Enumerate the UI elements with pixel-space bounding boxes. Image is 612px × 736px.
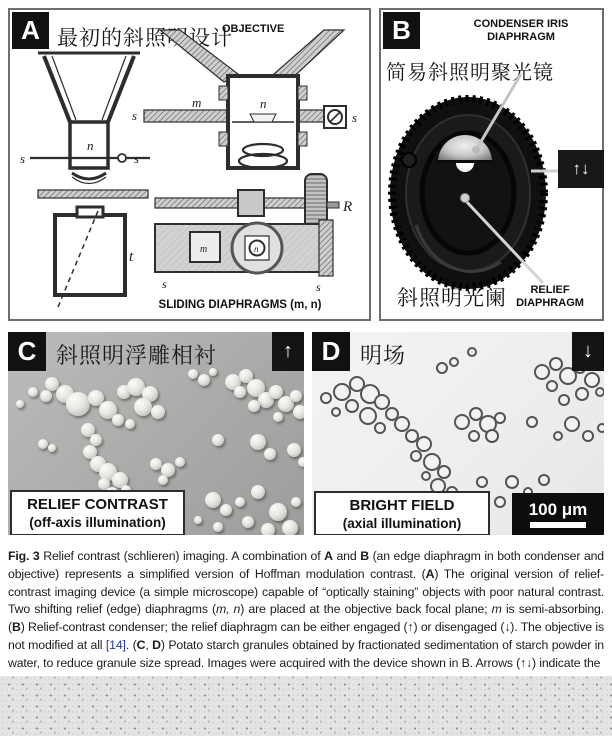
svg-text:s: s [134, 151, 140, 166]
engage-disengage-arrows: ↑↓ [558, 150, 604, 188]
starch-granule [526, 416, 538, 428]
starch-granule [553, 431, 563, 441]
drawing-simple-microscope [30, 53, 150, 198]
starch-granule [273, 412, 283, 422]
figure-caption: Fig. 3 Relief contrast (schlieren) imaging. A combination of A and B (an edge diaphragm in both condenser and objective) represents a simplified version of Hoffman modulation contrast. (A) The original version of relief-contrast imaging device (a simple microscope) capable of “optically staining” objects with poor natural contrast. Two shifting relief (edge) diaphragms (m, n) are placed at the objective back focal plane; m is semi-absorbing. (B) Relief-contrast condenser; the relief diaphragm can be either engaged (↑) or disengaged (↓). The objective is not modified at all [14]. (C, D) Potato starch granules obtained by fractionated sedimentation of starch powder in water, to reduce granule size spread. Images were acquired with the device shown in B. Arrows (↑↓) indicate the [8, 549, 604, 670]
starch-granule [290, 390, 302, 402]
starch-granule [234, 386, 246, 398]
panel-a [8, 8, 371, 321]
starch-granule [16, 400, 24, 408]
starch-granule [468, 430, 480, 442]
starch-granule [248, 400, 260, 412]
relief-diaphragm-label: RELIEF DIAPHRAGM [516, 284, 584, 309]
scale-bar-line [530, 522, 586, 528]
panel-c-title-zh: 斜照明浮雕相衬 [56, 343, 218, 368]
svg-text:s: s [132, 108, 138, 123]
starch-granule [421, 471, 431, 481]
starch-granule [534, 364, 550, 380]
starch-granule [558, 394, 570, 406]
scale-bar-label: 100 μm [528, 499, 588, 519]
page-texture [0, 676, 612, 736]
starch-granule [374, 422, 386, 434]
starch-granule [298, 457, 304, 467]
starch-granule [235, 497, 245, 507]
starch-granule [575, 387, 589, 401]
panel-b-label: B [383, 12, 420, 49]
svg-text:n: n [254, 244, 259, 254]
panel-d-title-zh: 明场 [360, 343, 407, 368]
starch-granule [494, 412, 506, 424]
objective-label: OBJECTIVE [222, 23, 285, 35]
svg-text:s: s [20, 151, 26, 166]
starch-granule [546, 380, 558, 392]
starch-granule [467, 347, 477, 357]
starch-granule [242, 516, 254, 528]
starch-granule [250, 434, 266, 450]
sliding-diaphragms-label: SLIDING DIAPHRAGMS (m, n) [158, 299, 322, 311]
reference-link[interactable]: [14] [105, 637, 126, 652]
scale-bar [512, 493, 604, 535]
panel-a-label: A [12, 12, 49, 49]
panel-d-label: D [312, 332, 350, 371]
starch-granule [66, 392, 90, 416]
starch-granule [175, 457, 185, 467]
starch-granule [264, 448, 276, 460]
engaged-arrow-icon: ↑ [272, 332, 304, 371]
starch-granule [345, 399, 359, 413]
starch-granule [564, 416, 580, 432]
starch-granule [454, 414, 470, 430]
starch-granule [410, 450, 422, 462]
svg-text:n: n [260, 96, 267, 111]
svg-text:s: s [316, 280, 321, 294]
starch-granule [194, 516, 202, 524]
starch-granule [220, 504, 232, 516]
condenser-iris-label: CONDENSER IRIS DIAPHRAGM [473, 18, 569, 43]
svg-text:m: m [192, 95, 202, 110]
starch-granule [505, 475, 519, 489]
svg-text:m: m [200, 244, 208, 255]
starch-granule [436, 362, 448, 374]
starch-granule [48, 444, 56, 452]
starch-granule [90, 434, 102, 446]
starch-granule [485, 429, 499, 443]
starch-granule [151, 405, 165, 419]
starch-granule [582, 430, 594, 442]
drawing-objective-section [144, 30, 346, 168]
starch-granule [28, 387, 38, 397]
starch-granule [287, 443, 301, 457]
panel-a-title-zh: 最初的斜照明设计 [57, 27, 233, 50]
starch-granule [198, 374, 210, 386]
bright-field-labelbox: BRIGHT FIELD (axial illumination) [314, 491, 490, 535]
svg-text:n: n [87, 138, 94, 153]
svg-text:s: s [352, 110, 358, 125]
panel-b [379, 8, 604, 321]
starch-granule [449, 357, 459, 367]
starch-granule [291, 497, 301, 507]
relief-diaphragm-zh: 斜照明光阑 [397, 287, 507, 310]
panel-c-photo [8, 332, 304, 535]
relief-contrast-labelbox: RELIEF CONTRAST (off-axis illumination) [10, 490, 185, 535]
starch-granule [282, 520, 298, 535]
starch-granule [125, 419, 135, 429]
starch-granule [261, 523, 275, 535]
starch-granule [188, 369, 198, 379]
panel-d-photo [312, 332, 604, 535]
starch-granule [494, 496, 506, 508]
drawing-mirror-box [55, 207, 125, 307]
drawing-sliding-mechanism [155, 174, 339, 276]
starch-granule [538, 474, 550, 486]
starch-granule [251, 485, 265, 499]
svg-text:t: t [129, 249, 134, 265]
starch-granule [293, 405, 304, 419]
disengaged-arrow-icon: ↓ [572, 332, 604, 371]
starch-granule [437, 465, 451, 479]
starch-granule [597, 423, 604, 433]
starch-granule [331, 407, 341, 417]
panel-c-label: C [8, 332, 46, 371]
starch-granule [320, 392, 332, 404]
starch-granule [584, 372, 600, 388]
starch-granule [269, 503, 287, 521]
starch-granule [40, 390, 52, 402]
starch-granule [38, 439, 48, 449]
starch-granule [595, 387, 604, 397]
starch-granule [134, 398, 152, 416]
starch-granule [112, 414, 124, 426]
starch-granule [158, 475, 168, 485]
starch-granule [205, 492, 221, 508]
starch-granule [476, 476, 488, 488]
starch-granule [213, 522, 223, 532]
svg-text:R: R [343, 199, 353, 215]
starch-granule [359, 407, 377, 425]
svg-text:s: s [162, 277, 167, 291]
panel-a-engravings [10, 10, 365, 315]
panel-b-title-zh: 简易斜照明聚光镜 [386, 62, 554, 84]
starch-granule [212, 434, 224, 446]
